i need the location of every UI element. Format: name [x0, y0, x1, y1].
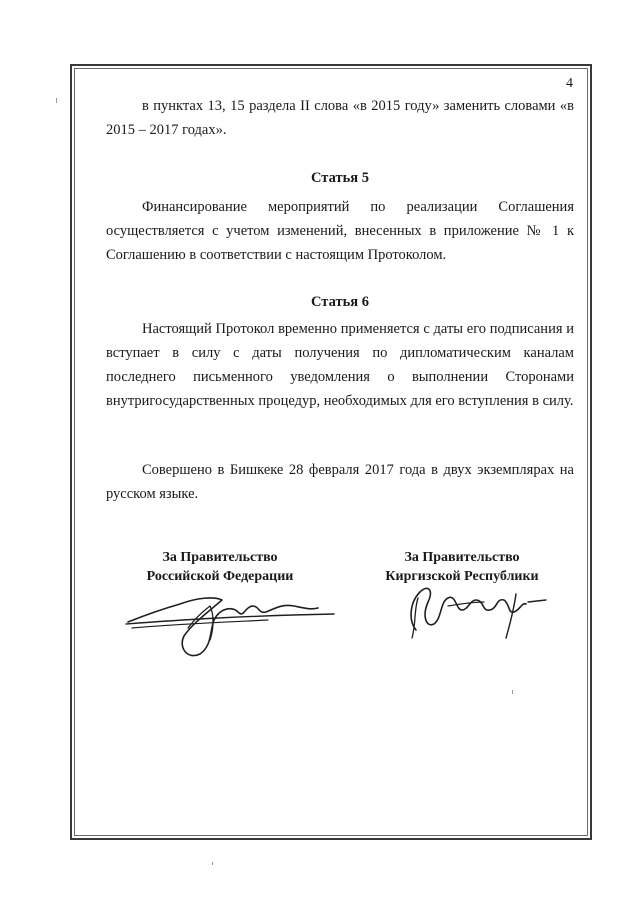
article-6-paragraph: Настоящий Протокол временно применяется с даты его подписания и вступает в силу с даты получения по дипломатическим каналам последнего письменного уведомления о выполнении Сторонами внутригосударственных процедур, необходимых для его вступления в силу. — [106, 321, 574, 409]
scan-speck — [56, 98, 57, 103]
closing-block — [106, 458, 574, 506]
signatory-kyrgyzstan-line1: За Правительство — [404, 550, 520, 565]
signature-kyrgyzstan — [398, 580, 550, 644]
article-5-paragraph: Финансирование мероприятий по реализации Соглашения осуществляется с учетом изменений, внесенных в приложение № 1 к Соглашению в соответствии с настоящим Протоколом. — [106, 199, 574, 263]
article-6-body-block — [106, 317, 574, 413]
signature-russia — [118, 584, 340, 668]
closing-paragraph: Совершено в Бишкеке 28 февраля 2017 года в двух экземплярах на русском языке. — [106, 462, 574, 502]
intro-paragraph-block — [106, 94, 574, 142]
intro-paragraph: в пунктах 13, 15 раздела II слова «в 2015 году» заменить словами «в 2015 – 2017 годах». — [106, 98, 574, 138]
signatory-russia — [110, 548, 330, 586]
article-5-body-block — [106, 195, 574, 267]
signatory-russia-line1: За Правительство — [162, 550, 278, 565]
article-5-heading: Статья 5 — [311, 170, 369, 186]
scan-speck — [512, 690, 513, 694]
article-6-heading: Статья 6 — [311, 294, 369, 310]
signatory-kyrgyzstan-line2: Киргизской Республики — [385, 569, 539, 584]
scan-speck — [212, 862, 213, 865]
signatory-russia-line2: Российской Федерации — [146, 569, 294, 584]
page-number: 4 — [566, 76, 573, 91]
